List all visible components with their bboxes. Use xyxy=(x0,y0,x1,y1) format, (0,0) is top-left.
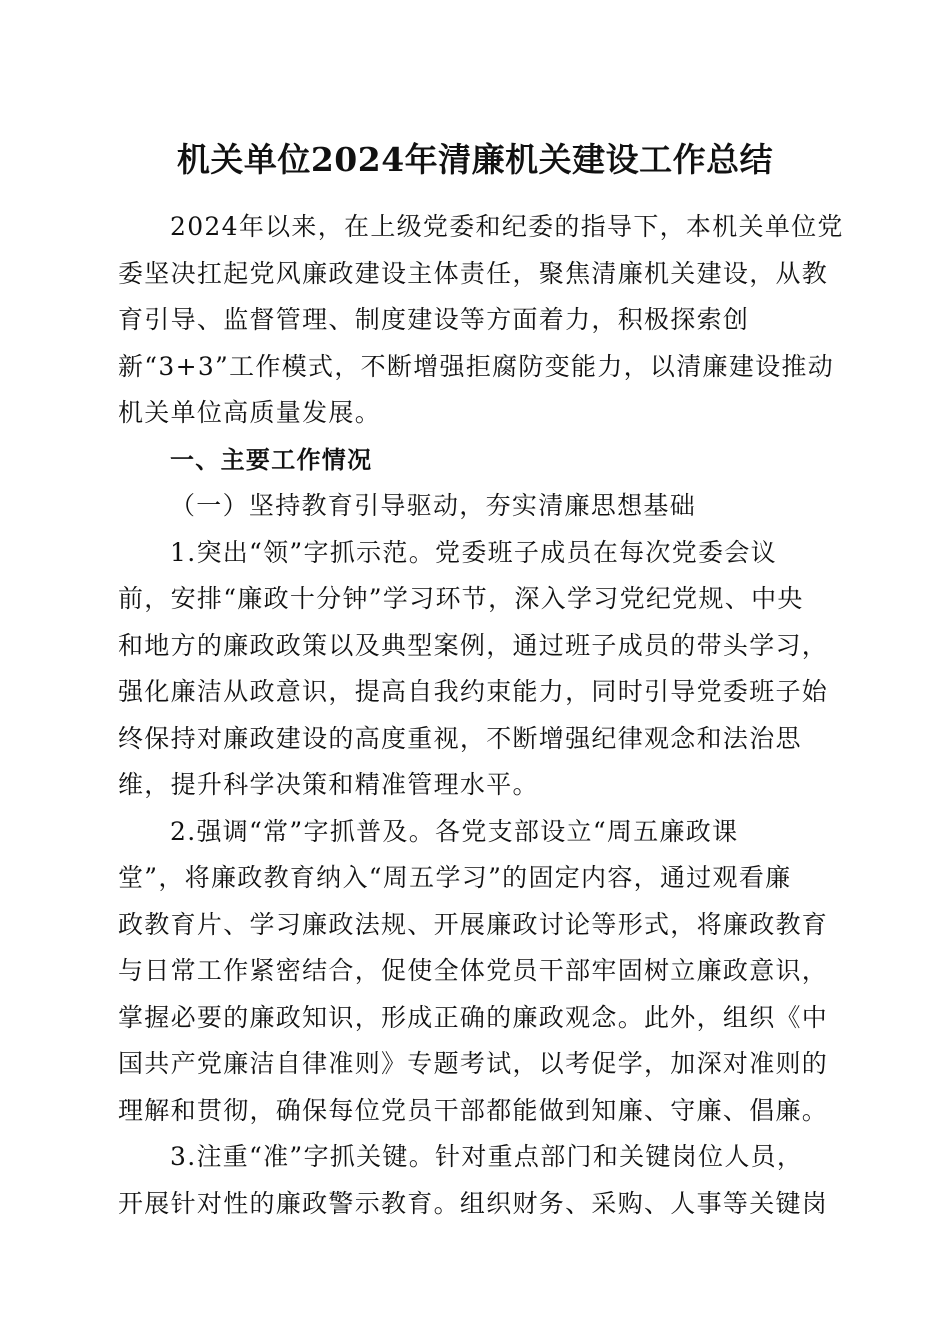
text-line: 1.突出“领”字抓示范。党委班子成员在每次党委会议 xyxy=(170,537,777,567)
document-body xyxy=(118,204,844,1227)
text-line: 维，提升科学决策和精准管理水平。 xyxy=(118,770,539,799)
text-line: 理解和贯彻，确保每位党员干部都能做到知廉、守廉、倡廉。 xyxy=(118,1095,829,1125)
text-line: 育引导、监督管理、制度建设等方面着力，积极探索创 xyxy=(118,305,750,334)
text-line: 机关单位高质量发展。 xyxy=(118,398,382,427)
section-heading: 一、主要工作情况 xyxy=(170,445,373,474)
text-line: 2.强调“常”字抓普及。各党支部设立“周五廉政课 xyxy=(170,816,739,846)
text-line: 强化廉洁从政意识，提高自我约束能力，同时引导党委班子始 xyxy=(118,677,829,706)
text-line: 终保持对廉政建设的高度重视，不断增强纪律观念和法治思 xyxy=(118,723,802,753)
text-line: 与日常工作紧密结合，促使全体党员干部牢固树立廉政意识， xyxy=(118,956,829,985)
text-line: 2024年以来，在上级党委和纪委的指导下，本机关单位党 xyxy=(170,212,844,241)
text-line: 政教育片、学习廉政法规、开展廉政讨论等形式，将廉政教育 xyxy=(118,909,829,939)
text-line: 3.注重“准”字抓关键。针对重点部门和关键岗位人员， xyxy=(170,1142,804,1171)
text-line: 新“3+3”工作模式，不断增强拒腐防变能力，以清廉建设推动 xyxy=(118,351,835,381)
document-title: 机关单位2024年清廉机关建设工作总结 xyxy=(176,140,774,179)
text-line: 和地方的廉政政策以及典型案例，通过班子成员的带头学习， xyxy=(118,630,829,660)
text-line: 堂”，将廉政教育纳入“周五学习”的固定内容，通过观看廉 xyxy=(118,863,792,892)
text-line: 掌握必要的廉政知识，形成正确的廉政观念。此外，组织《中 xyxy=(118,1002,829,1032)
text-line: 开展针对性的廉政警示教育。组织财务、采购、人事等关键岗 xyxy=(118,1188,829,1218)
text-line: 委坚决扛起党风廉政建设主体责任，聚焦清廉机关建设，从教 xyxy=(118,258,829,288)
text-line: 前，安排“廉政十分钟”学习环节，深入学习党纪党规、中央 xyxy=(118,584,804,613)
text-line: 国共产党廉洁自律准则》专题考试，以考促学，加深对准则的 xyxy=(118,1049,829,1078)
text-line: （一）坚持教育引导驱动，夯实清廉思想基础 xyxy=(170,491,697,520)
